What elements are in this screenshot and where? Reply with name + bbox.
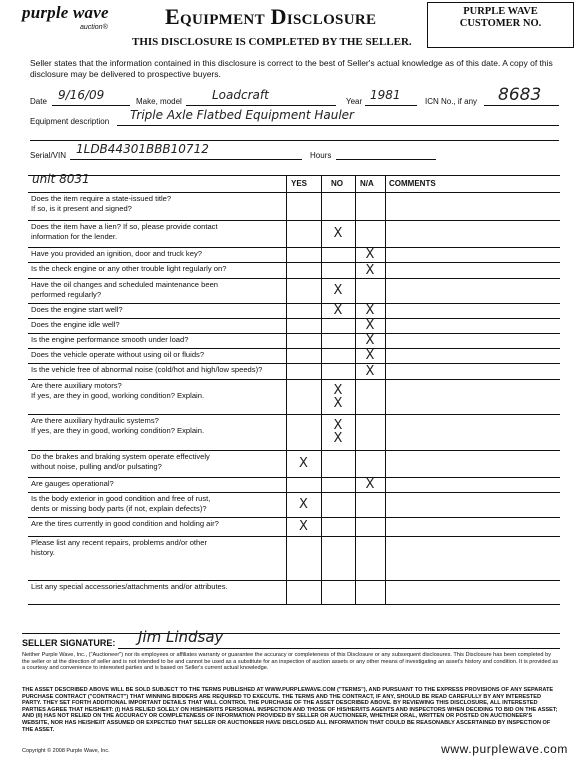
answer-na-cell[interactable] [355,193,385,219]
question-text: Is the vehicle free of abnormal noise (cold/hot and high/low speeds)? [31,365,263,374]
answer-yes-cell[interactable] [286,263,321,277]
date-field[interactable]: 9/16/09 [58,88,105,102]
hours-label: Hours [310,151,332,160]
answer-no-cell[interactable] [321,493,355,516]
answer-na-cell[interactable] [355,493,385,516]
answer-yes-cell[interactable] [286,248,321,261]
make-label: Make, model [136,97,182,106]
answer-no-cell[interactable] [321,248,355,261]
answer-na-cell[interactable] [355,581,385,603]
website-url[interactable]: www.purplewave.com [441,742,568,756]
comments-cell[interactable] [385,278,560,303]
year-field[interactable]: 1981 [370,88,401,102]
answer-na-cell[interactable] [355,451,385,476]
question-text: Is the check engine or any other trouble light regularly on? [31,264,227,273]
question-text: Does the engine start well? [31,305,123,314]
comments-cell[interactable] [385,477,560,492]
answer-no-cell[interactable] [321,451,355,476]
answer-no-cell[interactable]: X X [333,382,343,411]
unit-note: unit 8031 [32,172,90,186]
signature-label: SELLER SIGNATURE: [22,638,116,648]
answer-na-cell[interactable]: X [365,333,375,348]
answer-yes-cell[interactable] [286,221,321,246]
comments-cell[interactable] [385,363,560,379]
hours-field[interactable] [336,159,436,160]
answer-na-cell[interactable]: X [365,363,375,379]
answer-na-cell[interactable]: X [365,303,375,318]
answer-na-cell[interactable]: X [365,477,375,492]
answer-yes-cell[interactable] [286,478,321,491]
answer-no-cell[interactable] [321,349,355,362]
question-text: Are there auxiliary hydraulic systems? If yes, are they in good, working condition? Explain. [31,416,205,435]
column-header-yes: YES [291,179,308,188]
customer-box-line2: CUSTOMER NO. [459,18,542,29]
page-title: Equipment Disclosure [165,4,377,29]
answer-yes-cell[interactable] [286,279,321,302]
answer-yes-cell[interactable] [286,193,321,219]
answer-na-cell[interactable] [355,518,385,535]
question-text: Do the brakes and braking system operate effectively without noise, pulling and/or pulsating? [31,452,210,471]
answer-na-cell[interactable]: X [365,348,375,363]
customer-box-line1: PURPLE WAVE [463,6,538,17]
serial-field-line [70,159,302,160]
answer-yes-cell[interactable]: X [299,497,308,512]
comments-cell[interactable] [385,580,560,604]
answer-yes-cell[interactable] [286,380,321,413]
disclaimer-text: Neither Purple Wave, Inc., ("Auctioneer") nor its employees or affiliates warranty or guarantee the accuracy or completeness of this Disclosure or any subsequent disclosures. This Disclosure has been completed by the seller or at the direction of seller and is not intended to be and cannot be used as a substitute for an inspection of auction assets or any other means of investigating an asset's history and condition. It is provided as a courtesy and convenience to interested parties and is based on Seller's current actual knowledge. [22,652,559,672]
date-label: Date [30,97,47,106]
answer-na-cell[interactable] [355,537,385,579]
equipment-description-line [117,125,559,126]
answer-yes-cell[interactable] [286,319,321,332]
icn-label: ICN No., if any [425,97,478,106]
comments-cell[interactable] [385,517,560,536]
equipment-description-line-2 [30,140,559,141]
make-field[interactable]: Loadcraft [212,88,269,102]
question-text: Have you provided an ignition, door and truck key? [31,249,202,258]
comments-cell[interactable] [385,492,560,517]
answer-yes-cell[interactable] [286,537,321,579]
answer-yes-cell[interactable] [286,364,321,378]
answer-na-cell[interactable]: X [365,262,375,278]
question-text: Does the item have a lien? If so, please provide contact information for the lender. [31,222,218,241]
answer-no-cell[interactable] [321,334,355,347]
answer-na-cell[interactable] [355,380,385,413]
answer-no-cell[interactable] [321,319,355,332]
answer-yes-cell[interactable]: X [299,519,308,534]
answer-yes-cell[interactable] [286,581,321,603]
logo: purple wave [22,3,109,22]
column-header-na: N/A [360,179,374,188]
answer-no-cell[interactable]: X [333,226,343,241]
comments-cell[interactable] [385,536,560,580]
column-header-no: NO [331,179,343,188]
comments-cell[interactable] [385,247,560,262]
answer-no-cell[interactable] [321,537,355,579]
comments-cell[interactable] [385,414,560,450]
icn-field[interactable]: 8683 [498,85,542,105]
customer-number-box[interactable] [427,2,574,48]
answer-na-cell[interactable]: X [365,318,375,333]
question-text: Is the engine performance smooth under load? [31,335,189,344]
answer-no-cell[interactable]: X [333,303,343,318]
question-text: Have the oil changes and scheduled maintenance been performed regularly? [31,280,219,299]
year-field-line [365,105,417,106]
seller-statement: Seller states that the information contained in this disclosure is correct to the best of Seller's actual knowledge as of this date. A copy of this disclosure may be delivered to prospective buyers. [30,58,553,79]
icn-field-line [484,105,559,106]
answer-na-cell[interactable] [355,221,385,246]
question-text: Are gauges operational? [31,479,114,488]
answer-yes-cell[interactable] [286,334,321,347]
terms-text: THE ASSET DESCRIBED ABOVE WILL BE SOLD SUBJECT TO THE TERMS PUBLISHED AT WWW.PURPLEWAVE.COM ("TERMS"), AND PURSUANT TO THE EXPRESS PROVISIONS OF ANY SEPARATE PURCHASE CONTRACT ("CONTRACT") THAT WINNING BIDDERS ARE REQUIRED TO EXECUTE. THE TERMS AND THE CONTRACT, IF ANY, SHOULD BE READ CAREFULLY BY ANY INTERESTED PARTY. THEY SET FORTH ADDITIONAL IMPORTANT DETAILS THAT WILL CONTROL THE PURCHASE OF THE ASSET DESCRIBED ABOVE. BY REVIEWING THIS DISCLOSURE, ALL INTERESTED PARTIES AGREE THAT HE/SHE/IT: (I) HAS RELIED SOLELY ON HIS/HER/ITS PERSONAL INSPECTION AND THOSE OF HIS/HER/ITS AGENTS AND INSPECTORS WHEN DECIDING TO BID ON THE ASSET; AND (II) HAS NOT RELIED ON THE ACCURACY OR COMPLETENESS OF INFORMATION PROVIDED BY SELLER OR AUCTIONEER, WHETHER ORAL, WRITTEN OR POSTED ON AUCTIONEER'S WEBSITE, NOR HAS HE/SHE/IT ASSUMED OR EXPECTED THAT SELLER OR AUCTIONEER HAVE DISCLOSED ALL INFORMATION THAT COULD BE REASONABLY ASCERTAINED BY INSPECTION OF THE ASSET. [22,687,558,733]
comments-cell[interactable] [385,303,560,318]
question-text: Is the body exterior in good condition and free of rust, dents or missing body parts (if not, explain defects)? [31,494,211,513]
answer-yes-cell[interactable] [286,415,321,449]
answer-no-cell[interactable]: X [333,283,343,298]
question-text: Does the item require a state-issued title? If so, is it present and signed? [31,194,172,213]
serial-label: Serial/VIN [30,151,67,160]
page-subtitle: THIS DISCLOSURE IS COMPLETED BY THE SELLER. [132,36,412,48]
signature-divider [22,633,560,634]
question-text: List any special accessories/attachments and/or attributes. [31,582,228,591]
answer-no-cell[interactable] [321,263,355,277]
answer-no-cell[interactable] [321,364,355,378]
comments-cell[interactable] [385,450,560,477]
signature-line [118,648,560,649]
comments-cell[interactable] [385,333,560,348]
question-text: Please list any recent repairs, problems and/or other history. [31,538,208,557]
table-row-rule [28,604,560,605]
question-text: Are the tires currently in good condition and holding air? [31,519,219,528]
question-text: Are there auxiliary motors? If yes, are they in good, working condition? Explain. [31,381,205,400]
comments-cell[interactable] [385,348,560,363]
answer-yes-cell[interactable] [286,304,321,317]
answer-no-cell[interactable] [321,518,355,535]
answer-na-cell[interactable] [355,415,385,449]
question-text: Does the vehicle operate without using oil or fluids? [31,350,205,359]
equipment-description-field[interactable]: Triple Axle Flatbed Equipment Hauler [130,108,354,122]
column-header-comments: COMMENTS [389,179,436,188]
date-field-line [52,105,130,106]
copyright: Copyright © 2008 Purple Wave, Inc. [22,748,110,754]
logo-tagline: auction® [80,24,108,31]
comments-cell[interactable] [385,262,560,278]
answer-yes-cell[interactable] [286,349,321,362]
table-top-rule [28,175,560,176]
question-text: Does the engine idle well? [31,320,120,329]
answer-no-cell[interactable]: X X [333,418,343,446]
answer-yes-cell[interactable]: X [299,456,308,471]
comments-cell[interactable] [385,318,560,333]
answer-no-cell[interactable] [321,581,355,603]
answer-no-cell[interactable] [321,478,355,491]
answer-no-cell[interactable] [321,193,355,219]
equipment-description-label: Equipment description [30,117,110,126]
signature-field[interactable]: Jim Lindsay [138,628,224,646]
serial-field[interactable]: 1LDB44301BBB10712 [76,142,209,156]
comments-cell[interactable] [385,379,560,414]
make-field-line [186,105,336,106]
answer-na-cell[interactable]: X [365,247,375,262]
comments-cell[interactable] [385,192,560,220]
answer-na-cell[interactable] [355,279,385,302]
year-label: Year [346,97,363,106]
comments-cell[interactable] [385,220,560,247]
